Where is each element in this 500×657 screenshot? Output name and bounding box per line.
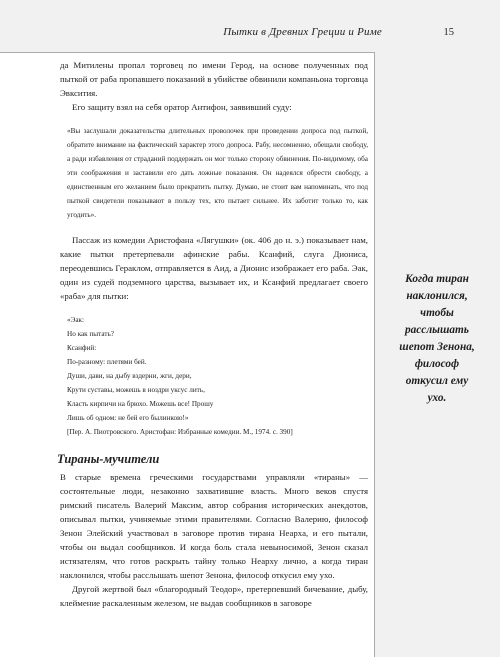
verse-line: Крути суставы, можешь в ноздри уксус лить, [67, 386, 205, 394]
paragraph: Пассаж из комедии Аристофана «Лягушки» (ок. 406 до н. э.) показывает нам, какие пытки претерпевали афинские рабы. Ксанфий, слуга Диониса, переодевшись Гераклом, отправляется в Аид, а Дионис изображает его раба. Эак, один из судей подземного царства, вызывает их, и Ксанфий предлагает своего «раба» для пытки: [60, 235, 368, 301]
block-quote: «Вы заслушали доказательства длительных проволочек при проведении допроса под пыткой, обратите внимание на фактический характер этого допроса. Рабу, несомненно, обещали свободу, а ради избавления от страданий поддержать он мог только сторону обвинения. По-видимому, оба эти соображения и заставили его дать ложные показания. Он надеялся обрести свободу, а единственным его желанием было прекратить пытку. Думаю, не стоит вам напоминать, что под пыткой свидетели показывают в пользу тех, кто пытает сильнее. Их заботит только то, как угодить». [67, 127, 368, 219]
verse-line: Но как пытать? [67, 330, 114, 338]
page-number: 15 [443, 27, 454, 38]
paragraph: Его защиту взял на себя оратор Антифон, заявивший суду: [72, 102, 292, 112]
verse-line: Ксанфий: [67, 344, 97, 352]
running-title: Пытки в Древних Греции и Риме [223, 26, 382, 38]
section-heading: Тираны-мучители [57, 452, 160, 466]
paragraph: да Митилены пропал торговец по имени Герод, на основе полученных под пыткой от раба пропавшего показаний в убийстве обвинили компаньона торговца Эвксития. [60, 60, 368, 98]
body-text [57, 58, 368, 610]
running-header [0, 0, 500, 53]
verse-line: «Эак: [67, 316, 85, 324]
margin-pull-quote: Когда тиран наклонился, чтобы расслышать шепот Зенона, философ откусил ему ухо. [399, 273, 475, 404]
paragraph: В старые времена греческими государствами управляли «тираны» — состоятельные люди, незаконно захватившие власть. Много веков спустя римский писатель Валерий Максим, автор собрания исторических анекдотов, описывал пытки, учиняемые этими правителями. Согласно Валерию, философ Зенон Элейский участвовал в заговоре против тирана Неарха, и его пытали, чтобы он выдал сообщников. И когда боль стала невыносимой, Зенон сказал истязателям, что готов раскрыть тайну только Неарху лично, а когда тиран наклонился, чтобы расслышать шепот Зенона, философ откусил ему ухо. [60, 472, 368, 580]
verse-citation: [Пер. А. Пиотровского. Аристофан: Избранные комедии. М., 1974. с. 390] [67, 428, 293, 436]
verse-line: Лишь об одном: не бей его былинкою!» [67, 414, 189, 422]
verse-line: Класть кирпичи на брюхо. Можешь все! Прошу [67, 400, 214, 408]
verse-line: По-разному: плетями бей. [67, 358, 147, 366]
verse-quote [67, 313, 368, 439]
paragraph: Другой жертвой был «благородный Теодор», претерпевший бичевание, дыбу, клеймение раскаленным железом, не выдав сообщников в заговоре [60, 584, 368, 608]
verse-line: Души, дави, на дыбу вздерни, жги, дери, [67, 372, 192, 380]
